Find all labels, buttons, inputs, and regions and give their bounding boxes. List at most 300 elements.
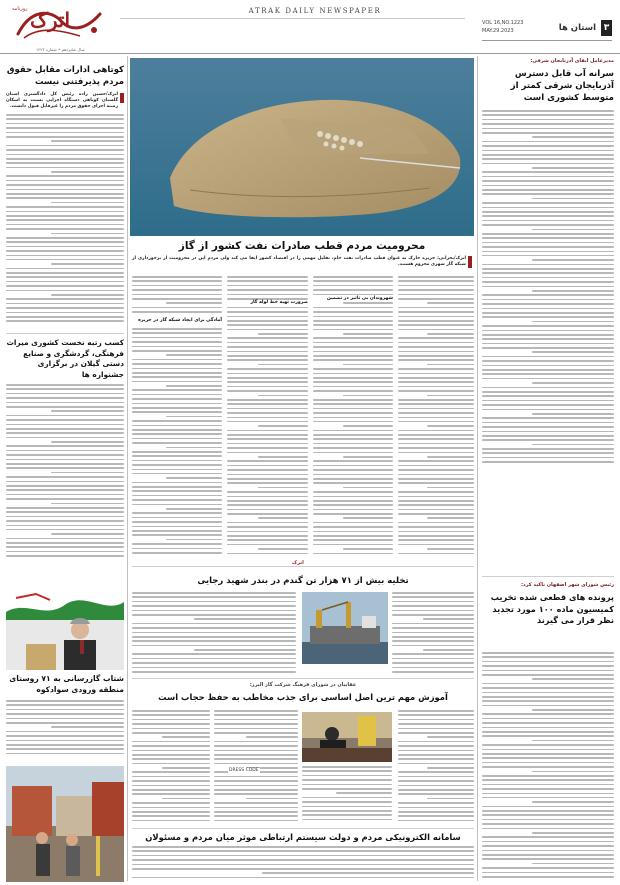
text-line [423,618,474,620]
text-line [6,384,124,386]
text-line [313,320,393,322]
text-line [258,333,308,335]
text-line [6,467,124,469]
text-line [398,412,474,414]
text-line [482,665,614,667]
text-line [6,731,124,733]
text-line [398,373,474,375]
text-line [532,740,614,742]
text-line [398,714,474,716]
text-line [258,395,308,397]
text-line [392,671,474,673]
text-line [132,723,210,725]
text-line [214,811,298,813]
text-line [482,158,614,160]
text-line [482,373,614,375]
text-line [227,377,308,379]
text-line [51,233,124,235]
left-story3-headline: شتاب گازرسانی به ۷۱ روستای منطقه ورودی سوادکوه [9,674,124,694]
text-line [482,145,614,147]
text-line [482,656,614,658]
text-line [227,355,308,357]
text-line [398,294,474,296]
text-line [227,307,308,309]
text-line [482,264,614,266]
text-line [6,268,124,270]
text-line [482,110,614,112]
text-line [398,298,474,300]
text-line [132,433,222,435]
text-line [532,413,614,415]
text-line [6,132,124,134]
text-line [132,543,222,545]
text-line [482,872,614,874]
text-line [132,763,210,765]
text-line [162,798,210,800]
center-separator-3 [132,828,474,829]
text-line [482,268,614,270]
text-line [482,858,614,860]
text-line [482,308,614,310]
text-line [227,443,308,445]
text-line [313,469,393,471]
text-line [51,140,124,142]
text-line [482,461,614,463]
rule-right [477,56,478,881]
text-line [132,732,210,734]
text-line [482,246,614,248]
text-line [302,819,392,821]
text-line [214,745,298,747]
text-line [482,312,614,314]
text-line [427,333,474,335]
text-line [6,713,124,715]
text-line [482,417,614,419]
text-line [482,823,614,825]
text-line [423,649,474,651]
text-line [132,350,222,352]
text-line [166,416,222,418]
text-line [482,132,614,134]
text-line [6,114,124,116]
logo-text: اترک [30,8,71,32]
text-line [6,516,124,518]
text-line [6,154,124,156]
text-line [6,211,124,213]
text-line [302,770,392,772]
text-line [51,202,124,204]
text-line [6,481,124,483]
text-line [227,373,308,375]
text-line [482,365,614,367]
text-line [132,632,296,634]
text-line [313,491,393,493]
text-line [313,342,393,344]
text-line [482,378,614,380]
text-line [313,553,393,555]
text-line [482,439,614,441]
text-line [398,793,474,795]
text-line [398,802,474,804]
text-line [398,785,474,787]
text-line [313,311,393,313]
port-ship-image [302,592,388,664]
text-line [302,775,392,777]
text-line [132,346,222,348]
text-line [6,281,124,283]
text-line [482,251,614,253]
volume: VOL 16,NO.1223 [482,20,524,26]
text-line [6,307,124,309]
right-kicker: مدیرعامل ابقای آذربایجان شرقی: [530,58,614,64]
text-line [398,553,474,555]
text-line [214,723,298,725]
text-line [6,485,124,487]
text-line [482,426,614,428]
text-line [132,754,210,756]
text-line [482,286,614,288]
text-line [302,806,392,808]
text-line [227,430,308,432]
text-line [482,154,614,156]
text-line [482,713,614,715]
text-line [482,207,614,209]
text-line [6,722,124,724]
text-line [482,652,614,654]
text-line [392,640,474,642]
text-line [132,490,222,492]
text-line [302,814,392,816]
text-line [132,381,222,383]
text-line [313,390,393,392]
main-body-col3 [227,276,308,561]
text-line [343,395,393,397]
story3-headline: آموزش مهم ترین اصل اساسی برای جذب مخاطب به حفظ حجاب است [158,692,448,702]
text-line [313,522,393,524]
text-line [482,727,614,729]
text-line [6,215,124,217]
text-line [482,670,614,672]
main-lead-marker [468,256,472,268]
text-line [482,448,614,450]
text-line [132,627,296,629]
main-lead: اترک/بحرانی: جزیره خارک به عنوان قطب صادرات نفت خام، تقلیل مهمی را در اقتصاد کشور ایفا می کند ولی مردم این در محرومیت از برخورداری از شبکه گاز شهری محروم هستند. [132,256,466,267]
text-line [227,289,308,291]
text-line [313,377,393,379]
text-line [482,452,614,454]
text-line [6,158,124,160]
text-line [132,359,222,361]
right-headline: سرانه آب قابل دسترس آذربایجان شرقی کمتر از متوسط کشوری است [510,69,614,103]
text-line [132,429,222,431]
text-line [6,551,124,553]
text-line [343,302,393,304]
text-line [392,658,474,660]
text-line [313,359,393,361]
text-line [132,438,222,440]
text-line [6,454,124,456]
bottom-headline: سامانه الکترونیکی مردم و دولت سیستم ارتباطی موثر میان مردم و مسئولان [145,832,461,842]
text-line [6,312,124,314]
text-line [313,403,393,405]
text-line [132,341,222,343]
text-line [227,381,308,383]
text-line [227,403,308,405]
left-body-2 [6,384,124,564]
text-line [392,614,474,616]
text-line [482,687,614,689]
text-line [6,123,124,125]
text-line [398,351,474,353]
text-line [132,671,296,673]
text-line [258,487,308,489]
text-line [482,233,614,235]
text-line [132,640,296,642]
text-line [132,298,222,300]
text-line [482,779,614,781]
text-line [482,193,614,195]
text-line [227,447,308,449]
text-line [313,531,393,533]
date: MAY.29.2023 [482,28,514,34]
text-line [482,793,614,795]
text-line [482,338,614,340]
text-line [313,289,393,291]
text-line [51,533,124,535]
text-line [132,534,222,536]
text-line [482,722,614,724]
text-line [398,311,474,313]
text-line [482,431,614,433]
text-line [132,311,222,313]
text-line [482,814,614,816]
text-line [532,259,614,261]
text-line [132,645,296,647]
text-line [194,618,296,620]
left-body-1 [6,114,124,329]
text-line [427,517,474,519]
text-line [398,491,474,493]
text-line [482,215,614,217]
text-line [302,788,392,790]
text-line [132,868,474,870]
text-line [313,526,393,528]
text-line [132,610,296,612]
text-line [482,211,614,213]
text-line [398,337,474,339]
text-line [392,667,474,669]
text-line [227,474,308,476]
text-line [132,658,296,660]
text-line [482,435,614,437]
text-line [132,596,296,598]
text-line [482,294,614,296]
text-line [132,815,210,817]
text-line [51,503,124,505]
text-line [6,494,124,496]
text-line [427,395,474,397]
text-line [302,810,392,812]
text-line [214,758,298,760]
text-line [398,710,474,712]
text-line [482,356,614,358]
text-line [227,522,308,524]
story3-body-col4 [132,710,210,825]
text-line [132,442,222,444]
text-line [482,128,614,130]
text-line [398,754,474,756]
text-line [6,127,124,129]
text-line [6,219,124,221]
text-line [302,784,392,786]
text-line [6,415,124,417]
text-line [214,763,298,765]
text-line [132,719,210,721]
text-line [246,736,298,738]
text-line [313,496,393,498]
text-line [227,500,308,502]
text-line [227,351,308,353]
text-line [132,328,222,330]
text-line [132,614,296,616]
text-line [6,555,124,557]
text-line [482,189,614,191]
text-line [398,811,474,813]
text-line [427,736,474,738]
text-line [132,776,210,778]
text-line [398,430,474,432]
text-line [6,316,124,318]
text-line [6,437,124,439]
text-line [6,189,124,191]
text-line [227,553,308,555]
text-line [6,290,124,292]
village-photo [6,766,124,882]
text-line [6,162,124,164]
logo [10,4,106,42]
text-line [132,482,222,484]
text-line [398,465,474,467]
text-line [214,728,298,730]
village-gas-image [6,766,124,882]
text-line [51,410,124,412]
text-line [166,447,222,449]
text-line [51,263,124,265]
text-line [398,276,474,278]
text-line [132,741,210,743]
text-line [6,228,124,230]
text-line [214,714,298,716]
logo-sub: روزنامه [12,6,28,12]
text-line [313,509,393,511]
text-line [6,463,124,465]
text-line [6,136,124,138]
text-line [227,438,308,440]
text-line [427,798,474,800]
text-line [398,359,474,361]
page-number-box [601,20,612,36]
text-line [398,280,474,282]
text-line [132,368,222,370]
text-line [132,771,210,773]
text-line [6,445,124,447]
text-line [132,850,474,852]
text-line [482,395,614,397]
text-line [532,801,614,803]
text-line [343,517,393,519]
text-line [313,324,393,326]
text-line [398,815,474,817]
text-line [51,441,124,443]
text-line [227,460,308,462]
text-line [313,294,393,296]
text-line [132,460,222,462]
text-line [392,653,474,655]
text-line [132,864,474,866]
text-line [398,452,474,454]
main-body-col2 [313,276,393,561]
text-line [532,678,614,680]
text-line [398,417,474,419]
text-line [6,704,124,706]
text-line [214,815,298,817]
text-line [398,469,474,471]
text-line [132,337,222,339]
text-line [482,114,614,116]
text-line [398,526,474,528]
main-headline: محرومیت مردم قطب صادرات نفت کشور از گاز [178,240,426,252]
text-line [6,744,124,746]
text-line [482,237,614,239]
text-line [6,542,124,544]
text-line [313,539,393,541]
text-line [313,500,393,502]
text-line [398,460,474,462]
text-line [532,382,614,384]
text-line [6,718,124,720]
text-line [51,294,124,296]
left-body-3 [6,700,124,760]
text-line [227,320,308,322]
text-line [313,408,393,410]
official-photo [6,590,124,670]
text-line [132,605,296,607]
masthead [0,0,620,54]
text-line [482,220,614,222]
left-lead-marker [120,93,124,103]
text-line [6,402,124,404]
text-line [398,750,474,752]
text-line [482,683,614,685]
text-line [398,741,474,743]
text-line [398,513,474,515]
text-line [132,636,296,638]
text-line [482,876,614,878]
text-line [6,276,124,278]
text-line [132,394,222,396]
text-line [482,141,614,143]
text-line [6,419,124,421]
text-line [398,504,474,506]
mid-headline: تخلیه بیش از ۷۱ هزار تن گندم در بندر شهید رجایی [197,576,409,586]
text-line [6,700,124,702]
text-line [132,592,296,594]
text-line [227,482,308,484]
text-line [132,710,210,712]
text-line [398,820,474,822]
text-line [214,719,298,721]
text-line [398,447,474,449]
